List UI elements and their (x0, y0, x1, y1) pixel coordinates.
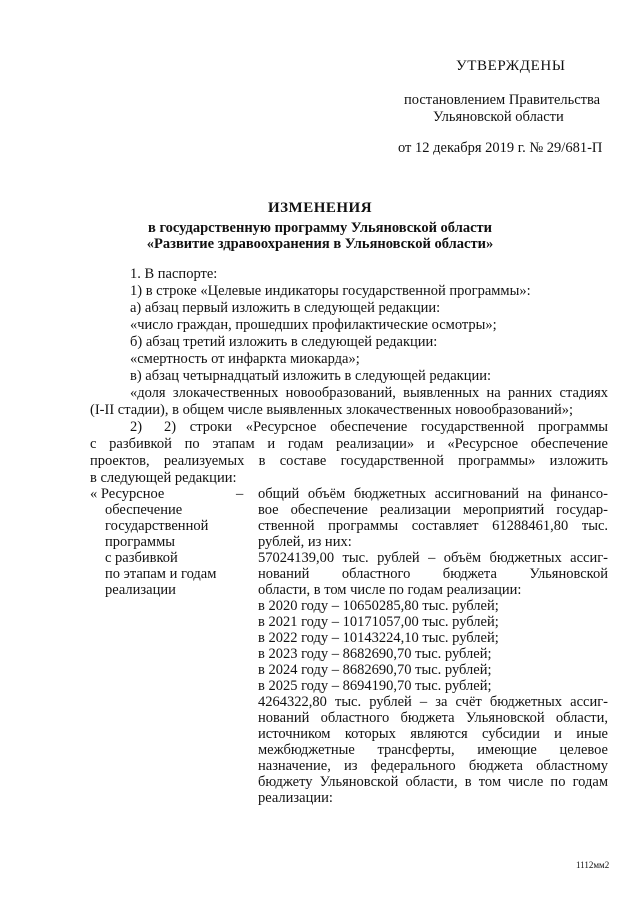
table-right-line: общий объём бюджетных ассигнований на финансо- (258, 486, 608, 502)
table-right-line: в 2022 году – 10143224,10 тыс. рублей; (258, 630, 499, 646)
body-line: 2) строки «Ресурсное обеспечение государственной программы (164, 419, 608, 435)
body-line: проектов, реализуемых в составе государственной программы» изложить (90, 453, 608, 469)
table-left-cell: обеспечение (105, 502, 183, 518)
table-right-line: нований областного бюджета Ульяновской (258, 566, 608, 582)
doc-title: ИЗМЕНЕНИЯ (267, 200, 373, 216)
approval-line-2: Ульяновской области (433, 109, 564, 125)
table-right-line: области, в том числе по годам реализации: (258, 582, 522, 598)
footer-code: 1112мм2 (576, 860, 610, 870)
body-line: 1. В паспорте: (130, 266, 218, 282)
table-right-line: в 2024 году – 8682690,70 тыс. рублей; (258, 662, 492, 678)
body-line: б) абзац третий изложить в следующей редакции: (130, 334, 438, 350)
table-right-line: назначение, из федерального бюджета областному (258, 758, 608, 774)
approval-date-number: от 12 декабря 2019 г. № 29/681-П (398, 140, 603, 156)
approval-line-1: постановлением Правительства (404, 92, 601, 108)
table-right-line: нований областного бюджета Ульяновской области, (258, 710, 608, 726)
doc-subtitle-1: в государственную программу Ульяновской области (147, 220, 492, 236)
body-line: 1) в строке «Целевые индикаторы государственной программы»: (130, 283, 531, 299)
body-line: (I-II стадии), в общем числе выявленных злокачественных новообразований»; (90, 402, 574, 418)
body-line: в следующей редакции: (90, 470, 237, 486)
body-line: а) абзац первый изложить в следующей редакции: (130, 300, 441, 316)
body-line: «число граждан, прошедших профилактические осмотры»; (130, 317, 497, 333)
approved-heading: УТВЕРЖДЕНЫ (456, 58, 566, 74)
table-right-line: вое обеспечение реализации мероприятий государ- (258, 502, 608, 518)
table-left-cell: реализации (105, 582, 176, 598)
table-right-line: 57024139,00 тыс. рублей – объём бюджетных ассиг- (258, 550, 608, 566)
table-right-line: в 2023 году – 8682690,70 тыс. рублей; (258, 646, 492, 662)
table-left-cell: « Ресурсное (90, 486, 165, 502)
table-right-line: 4264322,80 тыс. рублей – за счёт бюджетных ассиг- (258, 694, 608, 710)
table-left-cell: программы (105, 534, 175, 550)
table-left-cell: с разбивкой (105, 550, 178, 566)
table-right-line: источником которых являются субсидии и иные (258, 726, 608, 742)
table-right-line: рублей, из них: (258, 534, 352, 550)
table-dash: – (236, 486, 244, 502)
table-right-line: ственной программы составляет 61288461,80 тыс. (258, 518, 608, 534)
body-line: «доля злокачественных новообразований, выявленных на ранних стадиях (130, 385, 608, 401)
body-line-number: 2) (130, 419, 143, 435)
table-right-line: в 2025 году – 8694190,70 тыс. рублей; (258, 678, 492, 694)
table-right-line: в 2020 году – 10650285,80 тыс. рублей; (258, 598, 499, 614)
table-right-line: реализации: (258, 790, 333, 806)
body-line: «смертность от инфаркта миокарда»; (130, 351, 360, 367)
table-right-line: в 2021 году – 10171057,00 тыс. рублей; (258, 614, 499, 630)
table-left-cell: государственной (105, 518, 209, 534)
table-right-line: межбюджетные трансферты, имеющие целевое (258, 742, 608, 758)
table-left-cell: по этапам и годам (105, 566, 217, 582)
body-line: с разбивкой по этапам и годам реализации» и «Ресурсное обеспечение (90, 436, 608, 452)
body-line: в) абзац четырнадцатый изложить в следующей редакции: (130, 368, 492, 384)
doc-subtitle-2: «Развитие здравоохранения в Ульяновской области» (146, 236, 494, 252)
table-right-line: бюджету Ульяновской области, в том числе по годам (258, 774, 608, 790)
